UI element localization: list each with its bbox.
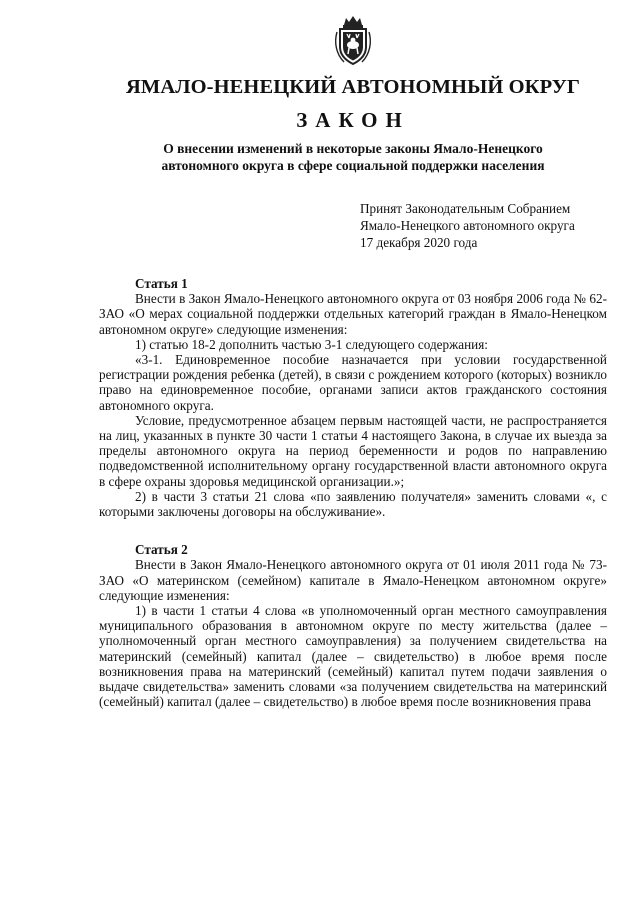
law-subject-line: автономного округа в сфере социальной поддержки населения — [161, 158, 545, 173]
section-spacer — [99, 519, 607, 542]
adoption-note — [360, 200, 630, 251]
document-type: ЗАКОН — [296, 108, 410, 132]
article-paragraph: Условие, предусмотренное абзацем первым настоящей части, не распространяется на лиц, указанных в пункте 30 части 1 статьи 4 настоящего Закона, в случае их выезда за пределы автономного округа на период беременности и родов по направлению подведомственной исполнительному органу государственной власти автономного округа в сфере охраны здоровья медицинской организации.»; — [99, 412, 607, 489]
adoption-line: Принят Законодательным Собранием — [360, 201, 571, 216]
law-body — [99, 276, 607, 709]
article-paragraph: Внести в Закон Ямало-Ненецкого автономного округа от 01 июля 2011 года № 73-ЗАО «О материнском (семейном) капитале в Ямало-Ненецком автономном округе» следующие изменения: — [99, 557, 607, 603]
law-subject — [120, 140, 586, 174]
article-paragraph: 1) в части 1 статьи 4 слова «в уполномоченный орган местного самоуправления муниципального образования в автономном округе по месту жительства (далее – уполномоченный орган местного самоуправления) за получением свидетельства на материнский (семейный) капитал (далее – свидетельство) в любое время после возникновения права на материнский (семейный) капитал путем подачи заявления о выдаче свидетельства» заменить словами «за получением свидетельства на материнский (семейный) капитал (далее – свидетельство) в любое время после возникновения права — [99, 603, 607, 710]
article-paragraph: «3-1. Единовременное пособие назначается при условии государственной регистрации рождения ребенка (детей), в связи с рождением которого (которых) возникло право на единовременное пособие, органами записи актов гражданского состояния автономного округа. — [99, 352, 607, 413]
article-paragraph: 1) статью 18-2 дополнить частью 3-1 следующего содержания: — [135, 336, 488, 352]
article-paragraph: Внести в Закон Ямало-Ненецкого автономного округа от 03 ноября 2006 года № 62-ЗАО «О мерах социальной поддержки отдельных категорий граждан в Ямало-Ненецком автономном округе» следующие изменения: — [99, 291, 607, 337]
law-subject-line: О внесении изменений в некоторые законы Ямало-Ненецкого — [163, 141, 543, 156]
article-title: Статья 1 — [135, 276, 188, 291]
article-title: Статья 2 — [135, 542, 188, 558]
article-paragraph: 2) в части 3 статьи 21 слова «по заявлению получателя» заменить словами «, с которыми заключены договоры на обслуживание». — [99, 488, 607, 520]
coat-of-arms-icon — [331, 14, 375, 66]
adoption-line: Ямало-Ненецкого автономного округа — [360, 218, 575, 233]
region-name: ЯМАЛО-НЕНЕЦКИЙ АВТОНОМНЫЙ ОКРУГ — [125, 76, 581, 98]
adoption-date: 17 декабря 2020 года — [360, 235, 478, 250]
